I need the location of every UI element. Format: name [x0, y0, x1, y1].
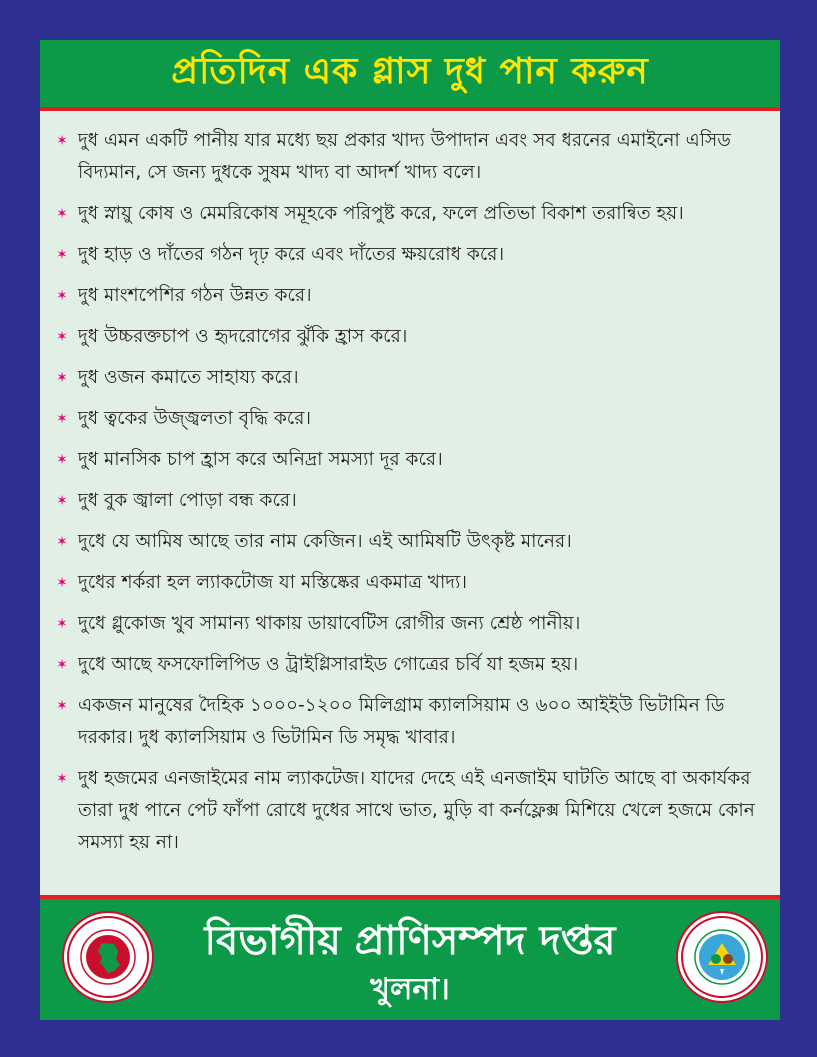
- list-item: [50, 444, 766, 476]
- fact-text: দুধ হাড় ও দাঁতের গঠন দৃঢ় করে এবং দাঁতের ক্ষয়রোধ করে।: [78, 244, 505, 265]
- star-icon: ✶: [56, 657, 68, 673]
- list-item: [50, 608, 766, 640]
- page-title: প্রতিদিন এক গ্লাস দুধ পান করুন: [171, 50, 649, 92]
- fact-text: দুধ হজমের এনজাইমের নাম ল্যাকটেজ। যাদের দেহে এই এনজাইম ঘাটতি আছে বা অকার্যকর তারা দুধ পানে পেট ফাঁপা রোধে দুধের সাথে ভাত, মুড়ি বা কর্নফ্লেক্স মিশিয়ে খেলে হজমে কোন সমস্যা হয় না।: [78, 768, 755, 853]
- poster: [40, 40, 780, 1020]
- star-icon: ✶: [56, 288, 68, 304]
- list-item: [50, 125, 766, 189]
- list-item: [50, 763, 766, 859]
- fact-text: দুধ এমন একটি পানীয় যার মধ্যে ছয় প্রকার খাদ্য উপাদান এবং সব ধরনের এমাইনো এসিড বিদ্যমান, সে জন্য দুধকে সুষম খাদ্য বা আদর্শ খাদ্য বলে।: [78, 130, 731, 183]
- fact-text: দুধ মানসিক চাপ হ্রাস করে অনিদ্রা সমস্যা দূর করে।: [78, 449, 443, 470]
- star-icon: ✶: [56, 370, 68, 386]
- list-item: [50, 690, 766, 754]
- fact-text: দুধে গ্লুকোজ খুব সামান্য থাকায় ডায়াবেটিস রোগীর জন্য শ্রেষ্ঠ পানীয়।: [78, 613, 581, 634]
- list-item: [50, 567, 766, 599]
- fact-text: দুধ স্নায়ু কোষ ও মেমরিকোষ সমূহকে পরিপুষ্ট করে, ফলে প্রতিভা বিকাশ তরান্বিত হয়।: [78, 203, 684, 224]
- star-icon: ✶: [56, 206, 68, 222]
- fact-text: দুধ বুক জ্বালা পোড়া বন্ধ করে।: [78, 490, 297, 511]
- star-icon: ✶: [56, 771, 68, 787]
- star-icon: ✶: [56, 411, 68, 427]
- fact-text: দুধ মাংশপেশির গঠন উন্নত করে।: [78, 285, 312, 306]
- list-item: [50, 198, 766, 230]
- list-item: [50, 362, 766, 394]
- list-item: [50, 526, 766, 558]
- office-location: খুলনা।: [370, 972, 450, 1007]
- fact-text: একজন মানুষের দৈহিক ১০০০-১২০০ মিলিগ্রাম ক্যালসিয়াম ও ৬০০ আইইউ ভিটামিন ডি দরকার। দুধ ক্যালসিয়াম ও ভিটামিন ডি সমৃদ্ধ খাবার।: [78, 695, 725, 748]
- fact-text: দুধে আছে ফসফোলিপিড ও ট্রাইগ্লিসারাইড গোত্রের চর্বি যা হজম হয়।: [78, 654, 579, 675]
- fact-text: দুধ উচ্চরক্তচাপ ও হৃদরোগের ঝুঁকি হ্রাস করে।: [78, 326, 408, 347]
- star-icon: ✶: [56, 493, 68, 509]
- star-icon: ✶: [56, 616, 68, 632]
- star-icon: ✶: [56, 329, 68, 345]
- star-icon: ✶: [56, 133, 68, 149]
- livestock-department-seal-icon: [676, 911, 768, 1003]
- list-item: [50, 649, 766, 681]
- fact-text: দুধের শর্করা হল ল্যাকটোজ যা মস্তিষ্কের একমাত্র খাদ্য।: [78, 572, 468, 593]
- fact-text: দুধ ত্বকের উজ্জ্বলতা বৃদ্ধি করে।: [78, 408, 311, 429]
- list-item: [50, 403, 766, 435]
- office-name: বিভাগীয় প্রাণিসম্পদ দপ্তর: [204, 918, 616, 964]
- star-icon: ✶: [56, 534, 68, 550]
- footer-banner: [40, 899, 780, 1020]
- list-item: [50, 321, 766, 353]
- star-icon: ✶: [56, 247, 68, 263]
- fact-text: দুধে যে আমিষ আছে তার নাম কেজিন। এই আমিষটি উৎকৃষ্ট মানের।: [78, 531, 572, 552]
- star-icon: ✶: [56, 452, 68, 468]
- list-item: [50, 485, 766, 517]
- list-item: [50, 239, 766, 271]
- star-icon: ✶: [56, 575, 68, 591]
- list-item: [50, 280, 766, 312]
- government-seal-icon: [62, 911, 154, 1003]
- facts-list: [40, 111, 780, 859]
- fact-text: দুধ ওজন কমাতে সাহায্য করে।: [78, 367, 299, 388]
- header-banner: [40, 40, 780, 107]
- star-icon: ✶: [56, 698, 68, 714]
- facts-panel: [40, 111, 780, 895]
